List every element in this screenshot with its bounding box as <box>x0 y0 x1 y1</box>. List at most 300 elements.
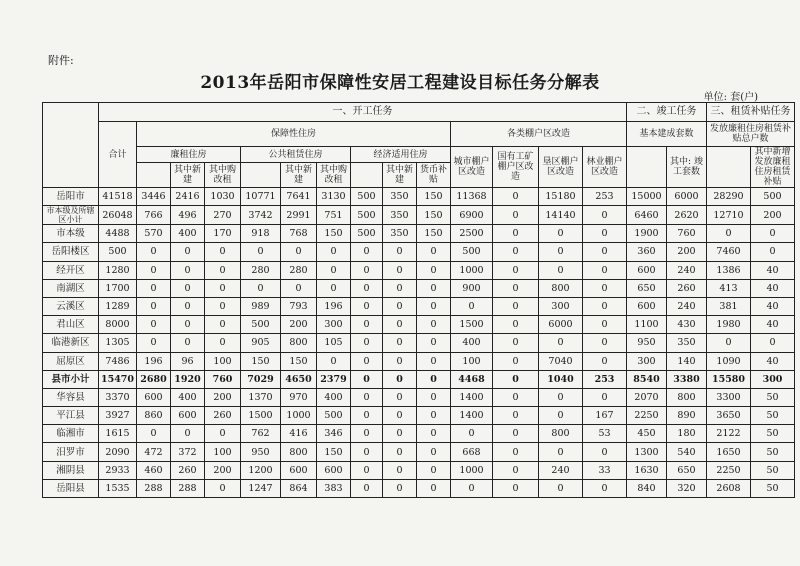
table-row <box>43 297 795 315</box>
value-cell: 0 <box>539 443 583 461</box>
value-cell: 6900 <box>451 206 493 225</box>
table-row <box>43 206 795 225</box>
value-cell: 0 <box>493 188 539 206</box>
value-cell: 140 <box>667 352 707 370</box>
value-cell: 600 <box>281 461 317 479</box>
value-cell: 0 <box>317 261 351 279</box>
value-cell: 372 <box>171 443 205 461</box>
value-cell: 1247 <box>241 479 281 497</box>
value-cell: 0 <box>751 225 795 243</box>
value-cell: 300 <box>317 316 351 334</box>
value-cell: 0 <box>417 388 451 406</box>
value-cell: 400 <box>451 334 493 352</box>
value-cell: 768 <box>281 225 317 243</box>
value-cell: 200 <box>667 243 707 261</box>
value-cell: 0 <box>417 334 451 352</box>
value-cell: 0 <box>539 334 583 352</box>
value-cell: 40 <box>751 316 795 334</box>
value-cell: 950 <box>241 443 281 461</box>
value-cell: 6000 <box>539 316 583 334</box>
value-cell: 1280 <box>99 261 137 279</box>
value-cell: 0 <box>171 425 205 443</box>
value-cell: 50 <box>751 425 795 443</box>
value-cell: 989 <box>241 297 281 315</box>
value-cell: 280 <box>281 261 317 279</box>
value-cell: 50 <box>751 443 795 461</box>
value-cell: 600 <box>627 261 667 279</box>
value-cell: 28290 <box>707 188 751 206</box>
value-cell: 150 <box>281 352 317 370</box>
value-cell: 196 <box>317 297 351 315</box>
value-cell: 0 <box>351 316 383 334</box>
region-name-cell: 平江县 <box>43 407 99 425</box>
value-cell: 0 <box>383 370 417 388</box>
table-row <box>43 461 795 479</box>
value-cell: 0 <box>171 279 205 297</box>
value-cell: 472 <box>137 443 171 461</box>
region-name-cell: 临港新区 <box>43 334 99 352</box>
header-gongzu-total <box>241 163 281 188</box>
value-cell: 0 <box>383 479 417 497</box>
attachment-label: 附件: <box>48 54 74 67</box>
value-cell: 2991 <box>281 206 317 225</box>
value-cell: 0 <box>583 443 627 461</box>
value-cell: 346 <box>317 425 351 443</box>
value-cell: 300 <box>627 352 667 370</box>
table-row <box>43 261 795 279</box>
value-cell: 500 <box>751 188 795 206</box>
value-cell: 1000 <box>281 407 317 425</box>
value-cell: 760 <box>205 370 241 388</box>
value-cell: 1700 <box>99 279 137 297</box>
value-cell: 0 <box>539 243 583 261</box>
value-cell: 1615 <box>99 425 137 443</box>
value-cell: 0 <box>451 297 493 315</box>
value-cell: 0 <box>171 316 205 334</box>
value-cell: 760 <box>667 225 707 243</box>
value-cell: 0 <box>493 279 539 297</box>
value-cell: 0 <box>451 479 493 497</box>
header-jingji-total <box>351 163 383 188</box>
value-cell: 240 <box>667 261 707 279</box>
value-cell: 0 <box>417 407 451 425</box>
value-cell: 0 <box>205 316 241 334</box>
value-cell: 0 <box>583 206 627 225</box>
value-cell: 50 <box>751 461 795 479</box>
value-cell: 4488 <box>99 225 137 243</box>
value-cell: 2933 <box>99 461 137 479</box>
value-cell: 0 <box>583 479 627 497</box>
header-jingji-huobi: 货币补贴 <box>417 163 451 188</box>
value-cell: 800 <box>539 425 583 443</box>
value-cell: 0 <box>205 479 241 497</box>
value-cell: 40 <box>751 279 795 297</box>
value-cell: 3650 <box>707 407 751 425</box>
value-cell: 150 <box>417 225 451 243</box>
table-row <box>43 316 795 334</box>
value-cell: 0 <box>417 297 451 315</box>
value-cell: 890 <box>667 407 707 425</box>
value-cell: 0 <box>539 261 583 279</box>
header-jingji: 经济适用住房 <box>351 147 451 163</box>
value-cell: 15470 <box>99 370 137 388</box>
value-cell: 0 <box>137 279 171 297</box>
value-cell: 288 <box>137 479 171 497</box>
region-name-cell: 湘阴县 <box>43 461 99 479</box>
value-cell: 751 <box>317 206 351 225</box>
region-name-cell: 南湖区 <box>43 279 99 297</box>
value-cell: 1305 <box>99 334 137 352</box>
value-cell: 0 <box>137 243 171 261</box>
value-cell: 2090 <box>99 443 137 461</box>
value-cell: 0 <box>281 279 317 297</box>
value-cell: 14140 <box>539 206 583 225</box>
value-cell: 40 <box>751 297 795 315</box>
value-cell: 793 <box>281 297 317 315</box>
value-cell: 0 <box>383 243 417 261</box>
value-cell: 1289 <box>99 297 137 315</box>
value-cell: 11368 <box>451 188 493 206</box>
value-cell: 762 <box>241 425 281 443</box>
value-cell: 0 <box>493 370 539 388</box>
value-cell: 300 <box>751 370 795 388</box>
value-cell: 2608 <box>707 479 751 497</box>
value-cell: 0 <box>383 334 417 352</box>
value-cell: 0 <box>583 243 627 261</box>
table-row <box>43 279 795 297</box>
value-cell: 0 <box>351 407 383 425</box>
region-name-cell: 云溪区 <box>43 297 99 315</box>
value-cell: 0 <box>493 243 539 261</box>
value-cell: 1300 <box>627 443 667 461</box>
value-cell: 0 <box>351 479 383 497</box>
value-cell: 0 <box>137 334 171 352</box>
value-cell: 400 <box>171 388 205 406</box>
value-cell: 350 <box>383 225 417 243</box>
value-cell: 0 <box>281 243 317 261</box>
value-cell: 1090 <box>707 352 751 370</box>
header-region <box>43 103 99 188</box>
value-cell: 2680 <box>137 370 171 388</box>
region-name-cell: 县市小计 <box>43 370 99 388</box>
value-cell: 600 <box>317 461 351 479</box>
value-cell: 167 <box>583 407 627 425</box>
table-row <box>43 425 795 443</box>
value-cell: 0 <box>241 279 281 297</box>
value-cell: 0 <box>205 243 241 261</box>
value-cell: 400 <box>171 225 205 243</box>
value-cell: 0 <box>171 297 205 315</box>
header-lianzu-gaishou: 其中购改租 <box>205 163 241 188</box>
value-cell: 253 <box>583 188 627 206</box>
table-row <box>43 243 795 261</box>
value-cell: 800 <box>281 334 317 352</box>
value-cell: 8540 <box>627 370 667 388</box>
header-gongzu-gaishou: 其中购改租 <box>317 163 351 188</box>
header-lianzu-xinjian: 其中新建 <box>171 163 205 188</box>
value-cell: 105 <box>317 334 351 352</box>
value-cell: 300 <box>539 297 583 315</box>
value-cell: 2379 <box>317 370 351 388</box>
value-cell: 950 <box>627 334 667 352</box>
value-cell: 500 <box>351 206 383 225</box>
header-fafang: 发放廉租住房租赁补贴总户数 <box>707 122 795 147</box>
region-name-cell: 汨罗市 <box>43 443 99 461</box>
value-cell: 0 <box>417 316 451 334</box>
table-row <box>43 479 795 497</box>
value-cell: 3742 <box>241 206 281 225</box>
value-cell: 860 <box>137 407 171 425</box>
value-cell: 1100 <box>627 316 667 334</box>
value-cell: 350 <box>383 188 417 206</box>
value-cell: 2122 <box>707 425 751 443</box>
value-cell: 2250 <box>707 461 751 479</box>
value-cell: 2070 <box>627 388 667 406</box>
value-cell: 200 <box>205 461 241 479</box>
value-cell: 0 <box>383 297 417 315</box>
value-cell: 200 <box>205 388 241 406</box>
value-cell: 320 <box>667 479 707 497</box>
table-row <box>43 352 795 370</box>
value-cell: 766 <box>137 206 171 225</box>
value-cell: 0 <box>351 425 383 443</box>
value-cell: 496 <box>171 206 205 225</box>
value-cell: 840 <box>627 479 667 497</box>
value-cell: 1920 <box>171 370 205 388</box>
value-cell: 12710 <box>707 206 751 225</box>
value-cell: 100 <box>451 352 493 370</box>
value-cell: 170 <box>205 225 241 243</box>
value-cell: 0 <box>205 261 241 279</box>
value-cell: 1980 <box>707 316 751 334</box>
value-cell: 570 <box>137 225 171 243</box>
value-cell: 6460 <box>627 206 667 225</box>
value-cell: 41518 <box>99 188 137 206</box>
page-title: 2013年岳阳市保障性安居工程建设目标任务分解表 <box>200 73 600 93</box>
value-cell: 0 <box>539 225 583 243</box>
header-total: 合计 <box>99 122 137 188</box>
value-cell: 0 <box>137 316 171 334</box>
value-cell: 500 <box>351 225 383 243</box>
value-cell: 3380 <box>667 370 707 388</box>
value-cell: 0 <box>583 388 627 406</box>
value-cell: 260 <box>205 407 241 425</box>
value-cell: 0 <box>137 425 171 443</box>
value-cell: 0 <box>351 352 383 370</box>
value-cell: 1370 <box>241 388 281 406</box>
header-linye: 林业棚户区改造 <box>583 147 627 188</box>
value-cell: 0 <box>205 425 241 443</box>
value-cell: 1630 <box>627 461 667 479</box>
header-section-start: 一、开工任务 <box>99 103 627 122</box>
value-cell: 3300 <box>707 388 751 406</box>
header-kenqu: 垦区棚户区改造 <box>539 147 583 188</box>
value-cell: 1386 <box>707 261 751 279</box>
value-cell: 650 <box>627 279 667 297</box>
value-cell: 3130 <box>317 188 351 206</box>
value-cell: 0 <box>171 243 205 261</box>
value-cell: 3927 <box>99 407 137 425</box>
value-cell: 0 <box>417 279 451 297</box>
header-gongzu: 公共租赁住房 <box>241 147 351 163</box>
value-cell: 360 <box>627 243 667 261</box>
value-cell: 0 <box>583 334 627 352</box>
table-row <box>43 334 795 352</box>
value-cell: 1040 <box>539 370 583 388</box>
value-cell: 7641 <box>281 188 317 206</box>
value-cell: 0 <box>383 261 417 279</box>
header-jungong-sub: 其中: 竣工套数 <box>667 147 707 188</box>
value-cell: 150 <box>241 352 281 370</box>
value-cell: 0 <box>493 461 539 479</box>
value-cell: 150 <box>417 206 451 225</box>
header-guoyou: 国有工矿棚户区改造 <box>493 147 539 188</box>
header-lianzu-total <box>137 163 171 188</box>
region-name-cell: 屈原区 <box>43 352 99 370</box>
region-name-cell: 市本级 <box>43 225 99 243</box>
table-row <box>43 407 795 425</box>
value-cell: 0 <box>493 316 539 334</box>
value-cell: 0 <box>493 407 539 425</box>
value-cell: 53 <box>583 425 627 443</box>
value-cell: 350 <box>667 334 707 352</box>
value-cell: 800 <box>667 388 707 406</box>
value-cell: 350 <box>383 206 417 225</box>
table-body <box>43 188 795 498</box>
value-cell: 288 <box>171 479 205 497</box>
value-cell: 864 <box>281 479 317 497</box>
value-cell: 240 <box>539 461 583 479</box>
value-cell: 460 <box>137 461 171 479</box>
unit-label: 单位: 套(户) <box>703 92 758 103</box>
value-cell: 0 <box>539 388 583 406</box>
region-name-cell: 市本级及所辖区小计 <box>43 206 99 225</box>
value-cell: 0 <box>351 370 383 388</box>
header-penghu: 各类棚户区改造 <box>451 122 627 147</box>
value-cell: 7486 <box>99 352 137 370</box>
value-cell: 400 <box>317 388 351 406</box>
value-cell: 970 <box>281 388 317 406</box>
value-cell: 0 <box>383 443 417 461</box>
value-cell: 3370 <box>99 388 137 406</box>
value-cell: 6000 <box>667 188 707 206</box>
value-cell: 0 <box>493 334 539 352</box>
value-cell: 0 <box>751 334 795 352</box>
value-cell: 2416 <box>171 188 205 206</box>
value-cell: 0 <box>583 279 627 297</box>
value-cell: 200 <box>751 206 795 225</box>
region-name-cell: 岳阳楼区 <box>43 243 99 261</box>
value-cell: 0 <box>417 479 451 497</box>
value-cell: 0 <box>205 297 241 315</box>
value-cell: 0 <box>493 206 539 225</box>
value-cell: 500 <box>99 243 137 261</box>
value-cell: 0 <box>171 334 205 352</box>
value-cell: 150 <box>317 443 351 461</box>
value-cell: 1200 <box>241 461 281 479</box>
value-cell: 0 <box>351 443 383 461</box>
value-cell: 7040 <box>539 352 583 370</box>
region-name-cell: 岳阳县 <box>43 479 99 497</box>
value-cell: 0 <box>137 297 171 315</box>
task-table <box>42 102 795 498</box>
value-cell: 0 <box>317 279 351 297</box>
table-row <box>43 388 795 406</box>
value-cell: 383 <box>317 479 351 497</box>
value-cell: 668 <box>451 443 493 461</box>
value-cell: 0 <box>317 352 351 370</box>
value-cell: 0 <box>583 316 627 334</box>
value-cell: 0 <box>583 261 627 279</box>
value-cell: 0 <box>205 279 241 297</box>
value-cell: 0 <box>241 243 281 261</box>
table-row <box>43 225 795 243</box>
value-cell: 0 <box>583 352 627 370</box>
value-cell: 200 <box>281 316 317 334</box>
value-cell: 0 <box>493 297 539 315</box>
value-cell: 33 <box>583 461 627 479</box>
value-cell: 0 <box>383 316 417 334</box>
value-cell: 0 <box>137 261 171 279</box>
region-name-cell: 岳阳市 <box>43 188 99 206</box>
header-gongzu-xinjian: 其中新建 <box>281 163 317 188</box>
value-cell: 0 <box>351 261 383 279</box>
value-cell: 7460 <box>707 243 751 261</box>
value-cell: 15000 <box>627 188 667 206</box>
header-section-subsidy: 三、租赁补贴任务 <box>707 103 795 122</box>
header-lianzu: 廉租住房 <box>137 147 241 163</box>
value-cell: 500 <box>451 243 493 261</box>
value-cell: 150 <box>317 225 351 243</box>
value-cell: 1030 <box>205 188 241 206</box>
value-cell: 1900 <box>627 225 667 243</box>
value-cell: 600 <box>627 297 667 315</box>
value-cell: 0 <box>317 243 351 261</box>
value-cell: 0 <box>417 425 451 443</box>
region-name-cell: 君山区 <box>43 316 99 334</box>
value-cell: 0 <box>583 297 627 315</box>
value-cell: 0 <box>493 225 539 243</box>
value-cell: 3446 <box>137 188 171 206</box>
region-name-cell: 经开区 <box>43 261 99 279</box>
value-cell: 0 <box>539 407 583 425</box>
value-cell: 50 <box>751 388 795 406</box>
value-cell: 0 <box>493 261 539 279</box>
value-cell: 50 <box>751 407 795 425</box>
value-cell: 0 <box>351 388 383 406</box>
value-cell: 0 <box>351 297 383 315</box>
value-cell: 900 <box>451 279 493 297</box>
value-cell: 0 <box>417 461 451 479</box>
value-cell: 650 <box>667 461 707 479</box>
value-cell: 2250 <box>627 407 667 425</box>
value-cell: 1650 <box>707 443 751 461</box>
value-cell: 8000 <box>99 316 137 334</box>
value-cell: 1535 <box>99 479 137 497</box>
value-cell: 150 <box>417 188 451 206</box>
value-cell: 0 <box>707 225 751 243</box>
value-cell: 800 <box>281 443 317 461</box>
value-cell: 100 <box>205 443 241 461</box>
value-cell: 0 <box>493 443 539 461</box>
value-cell: 96 <box>171 352 205 370</box>
value-cell: 0 <box>383 352 417 370</box>
value-cell: 26048 <box>99 206 137 225</box>
header-chengshi: 城市棚户区改造 <box>451 147 493 188</box>
value-cell: 2500 <box>451 225 493 243</box>
value-cell: 416 <box>281 425 317 443</box>
value-cell: 15580 <box>707 370 751 388</box>
